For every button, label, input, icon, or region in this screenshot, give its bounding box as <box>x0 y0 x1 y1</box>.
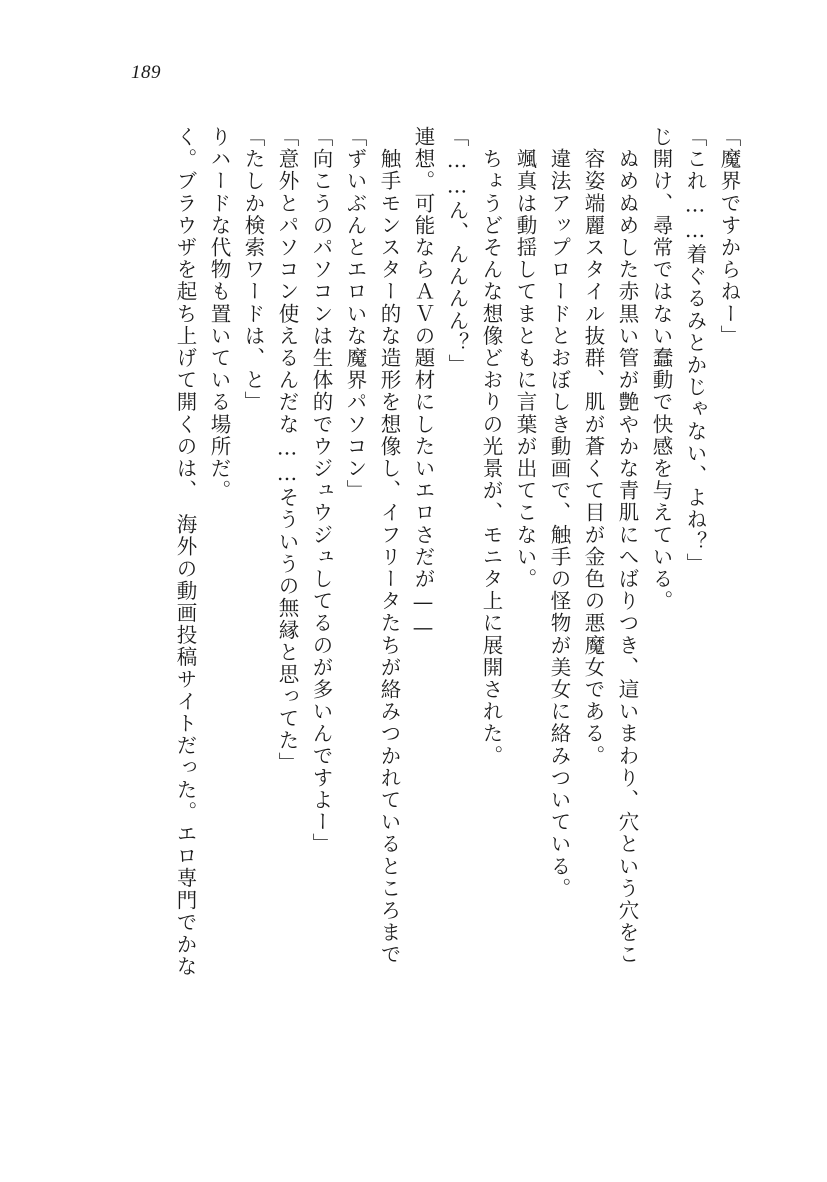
text-column: 「魔界ですからねー」 <box>717 126 741 347</box>
vertical-text-body <box>161 126 739 1086</box>
text-column: 「意外とパソコン使えるんだな……そういうの無縁と思ってた」 <box>275 126 299 774</box>
text-column: 颯真は動揺してまともに言葉が出てこない。 <box>513 126 537 591</box>
text-column: く。ブラウザを起ち上げて開くのは、 海外の動画投稿サイトだった。エロ専門でかな <box>173 126 197 978</box>
text-column: ちょうどそんな想像どおりの光景が、モニタ上に展開された。 <box>479 126 503 767</box>
text-column: 違法アップロードとおぼしき動画で、触手の怪物が美女に絡みついている。 <box>547 126 571 900</box>
text-column: 「これ……着ぐるみとかじゃない、よね？」 <box>683 126 707 575</box>
text-column: じ開け、尋常ではない蠢動で快感を与えている。 <box>649 126 673 613</box>
text-column: 容姿端麗スタイル抜群、肌が蒼くて目が金色の悪魔女である。 <box>581 126 605 767</box>
text-column: 「……ん、んんんん？」 <box>445 126 469 377</box>
text-column: ぬめぬめした赤黒い管が艶やかな青肌にへばりつき、這いまわり、穴という穴をこ <box>615 126 639 966</box>
text-column: 「ずいぶんとエロいな魔界パソコン」 <box>343 126 367 502</box>
text-column: りハードな代物も置いている場所だ。 <box>207 126 231 502</box>
page-number: 189 <box>131 62 161 83</box>
text-column: 触手モンスター的な造形を想像し、イフリータたちが絡みつかれているところまで <box>377 126 401 966</box>
text-column: 「たしか検索ワードは、と」 <box>241 126 265 414</box>
text-column: 連想。可能ならＡＶの題材にしたいエロさだが—— <box>411 126 435 642</box>
text-column: 「向こうのパソコンは生体的でウジュウジュしてるのが多いんですよー」 <box>309 126 333 856</box>
